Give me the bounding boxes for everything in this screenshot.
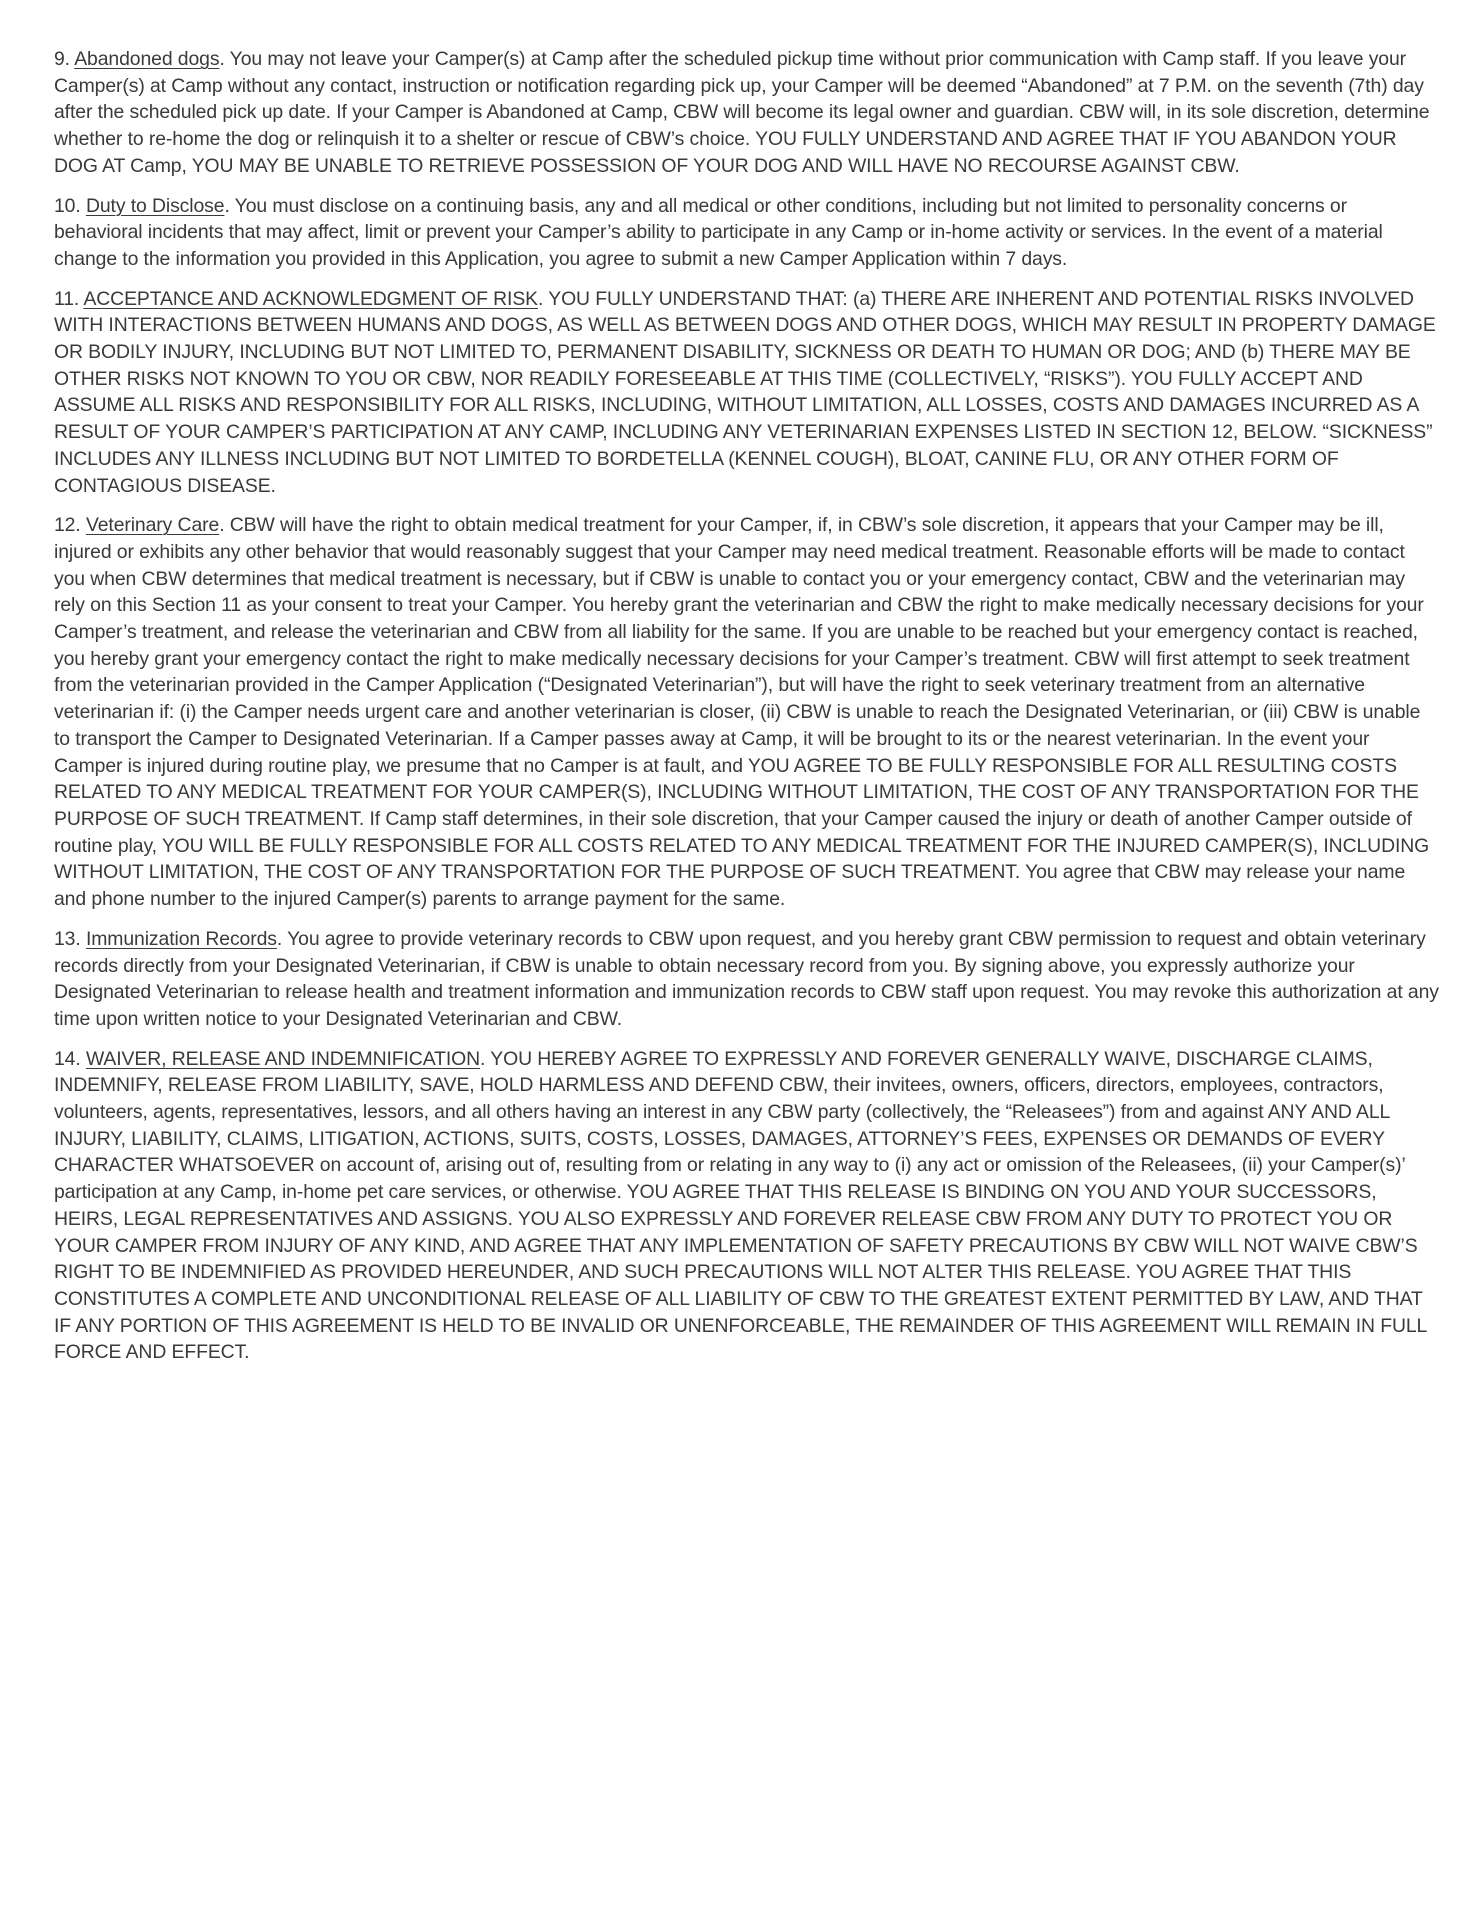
section-number: 9. [54, 48, 70, 70]
section-heading: Duty to Disclose [85, 194, 225, 217]
section-heading: Immunization Records [85, 927, 277, 950]
section-heading: ACCEPTANCE AND ACKNOWLEDGMENT OF RISK [83, 287, 539, 310]
section-heading: WAIVER, RELEASE AND INDEMNIFICATION [85, 1047, 481, 1070]
section-body: . CBW will have the right to obtain medical treatment for your Camper, if, in CBW’s sole discretion, it appears that your Camper may be ill, injured or exhibits any other behavior that would reasonably suggest that your Camper may need medical treatment. Reasonable efforts will be made to contact you when CBW determines that medical treatment is necessary, but if CBW is unable to contact you or your emergency contact, CBW and the veterinarian may rely on this Section 11 as your consent to treat your Camper. You hereby grant the veterinarian and CBW the right to make medically necessary decisions for your Camper’s treatment, and release the veterinarian and CBW from all liability for the same. If you are unable to be reached but your emergency contact is reached, you hereby grant your emergency contact the right to make medically necessary decisions for your Camper’s treatment. CBW will first attempt to seek treatment from the veterinarian provided in the Camper Application (“Designated Veterinarian”), but will have the right to seek veterinary treatment from an alternative veterinarian if: (i) the Camper needs urgent care and another veterinarian is closer, (ii) CBW is unable to reach the Designated Veterinarian, or (iii) CBW is unable to transport the Camper to Designated Veterinarian. If a Camper passes away at Camp, it will be brought to its or the nearest veterinarian. In the event your Camper is injured during routine play, we presume that no Camper is at fault, and YOU AGREE TO BE FULLY RESPONSIBLE FOR ALL RESULTING COSTS RELATED TO ANY MEDICAL TREATMENT FOR YOUR CAMPER(S), INCLUDING WITHOUT LIMITATION, THE COST OF ANY TRANSPORTATION FOR THE PURPOSE OF SUCH TREATMENT. If Camp staff determines, in their sole discretion, that your Camper caused the injury or death of another Camper outside of routine play, YOU WILL BE FULLY RESPONSIBLE FOR ALL COSTS RELATED TO ANY MEDICAL TREATMENT FOR THE INJURED CAMPER(S), INCLUDING WITHOUT LIMITATION, THE COST OF ANY TRANSPORTATION FOR THE PURPOSE OF SUCH TREATMENT. You agree that CBW may release your name and phone number to the injured Camper(s) parents to arrange payment for the same. [54, 514, 1430, 911]
section-14-waiver-release [54, 1046, 1440, 1366]
section-11-acceptance-of-risk [54, 286, 1440, 500]
section-9-abandoned-dogs [54, 46, 1440, 180]
section-number: 10. [54, 194, 81, 217]
section-number: 13. [54, 927, 81, 950]
section-body: . YOU FULLY UNDERSTAND THAT: (a) THERE ARE INHERENT AND POTENTIAL RISKS INVOLVED WITH INTERACTIONS BETWEEN HUMANS AND DOGS, AS WELL AS BETWEEN DOGS AND OTHER DOGS, WHICH MAY RESULT IN PROPERTY DAMAGE OR BODILY INJURY, INCLUDING BUT NOT LIMITED TO, PERMANENT DISABILITY, SICKNESS OR DEATH TO HUMAN OR DOG; AND (b) THERE MAY BE OTHER RISKS NOT KNOWN TO YOU OR CBW, NOR READILY FORESEEABLE AT THIS TIME (COLLECTIVELY, “RISKS”). YOU FULLY ACCEPT AND ASSUME ALL RISKS AND RESPONSIBILITY FOR ALL RISKS, INCLUDING, WITHOUT LIMITATION, ALL LOSSES, COSTS AND DAMAGES INCURRED AS A RESULT OF YOUR CAMPER’S PARTICIPATION AT ANY CAMP, INCLUDING ANY VETERINARIAN EXPENSES LISTED IN SECTION 12, BELOW. “SICKNESS” INCLUDES ANY ILLNESS INCLUDING BUT NOT LIMITED TO BORDETELLA (KENNEL COUGH), BLOAT, CANINE FLU, OR ANY OTHER FORM OF CONTAGIOUS DISEASE. [54, 287, 1436, 497]
section-heading: Abandoned dogs [74, 48, 220, 70]
section-number: 11. [54, 287, 80, 310]
section-body: . You must disclose on a continuing basis, any and all medical or other conditions, including but not limited to personality concerns or behavioral incidents that may affect, limit or prevent your Camper’s ability to participate in any Camp or in-home activity or services. In the event of a material change to the information you provided in this Application, you agree to submit a new Camper Application within 7 days. [54, 194, 1383, 270]
section-13-immunization-records [54, 926, 1440, 1033]
section-12-veterinary-care [54, 512, 1440, 913]
section-number: 12. [54, 514, 81, 537]
section-number: 14. [54, 1047, 81, 1070]
section-heading: Veterinary Care [85, 514, 220, 537]
section-body: . You may not leave your Camper(s) at Camp after the scheduled pickup time without prior communication with Camp staff. If you leave your Camper(s) at Camp without any contact, instruction or notification regarding pick up, your Camper will be deemed “Abandoned” at 7 P.M. on the seventh (7th) day after the scheduled pick up date. If your Camper is Abandoned at Camp, CBW will become its legal owner and guardian. CBW will, in its sole discretion, determine whether to re-home the dog or relinquish it to a shelter or rescue of CBW’s choice. YOU FULLY UNDERSTAND AND AGREE THAT IF YOU ABANDON YOUR DOG AT Camp, YOU MAY BE UNABLE TO RETRIEVE POSSESSION OF YOUR DOG AND WILL HAVE NO RECOURSE AGAINST CBW. [54, 48, 1430, 177]
agreement-page [54, 46, 1440, 1379]
section-body: . You agree to provide veterinary records to CBW upon request, and you hereby grant CBW permission to request and obtain veterinary records directly from your Designated Veterinarian, if CBW is unable to obtain necessary record from you. By signing above, you expressly authorize your Designated Veterinarian to release health and treatment information and immunization records to CBW staff upon request. You may revoke this authorization at any time upon written notice to your Designated Veterinarian and CBW. [54, 927, 1439, 1030]
section-body: . YOU HEREBY AGREE TO EXPRESSLY AND FOREVER GENERALLY WAIVE, DISCHARGE CLAIMS, INDEMNIFY, RELEASE FROM LIABILITY, SAVE, HOLD HARMLESS AND DEFEND CBW, their invitees, owners, officers, directors, employees, contractors, volunteers, agents, representatives, lessors, and all others having an interest in any CBW party (collectively, the “Releasees”) from and against ANY AND ALL INJURY, LIABILITY, CLAIMS, LITIGATION, ACTIONS, SUITS, COSTS, LOSSES, DAMAGES, ATTORNEY’S FEES, EXPENSES OR DEMANDS OF EVERY CHARACTER WHATSOEVER on account of, arising out of, resulting from or relating in any way to (i) any act or omission of the Releasees, (ii) your Camper(s)’ participation at any Camp, in-home pet care services, or otherwise. YOU AGREE THAT THIS RELEASE IS BINDING ON YOU AND YOUR SUCCESSORS, HEIRS, LEGAL REPRESENTATIVES AND ASSIGNS. YOU ALSO EXPRESSLY AND FOREVER RELEASE CBW FROM ANY DUTY TO PROTECT YOU OR YOUR CAMPER FROM INJURY OF ANY KIND, AND AGREE THAT ANY IMPLEMENTATION OF SAFETY PRECAUTIONS BY CBW WILL NOT WAIVE CBW’S RIGHT TO BE INDEMNIFIED AS PROVIDED HEREUNDER, AND SUCH PRECAUTIONS WILL NOT ALTER THIS RELEASE. YOU AGREE THAT THIS CONSTITUTES A COMPLETE AND UNCONDITIONAL RELEASE OF ALL LIABILITY OF CBW TO THE GREATEST EXTENT PERMITTED BY LAW, AND THAT IF ANY PORTION OF THIS AGREEMENT IS HELD TO BE INVALID OR UNENFORCEABLE, THE REMAINDER OF THIS AGREEMENT WILL REMAIN IN FULL FORCE AND EFFECT. [54, 1047, 1427, 1364]
section-10-duty-to-disclose [54, 193, 1440, 273]
